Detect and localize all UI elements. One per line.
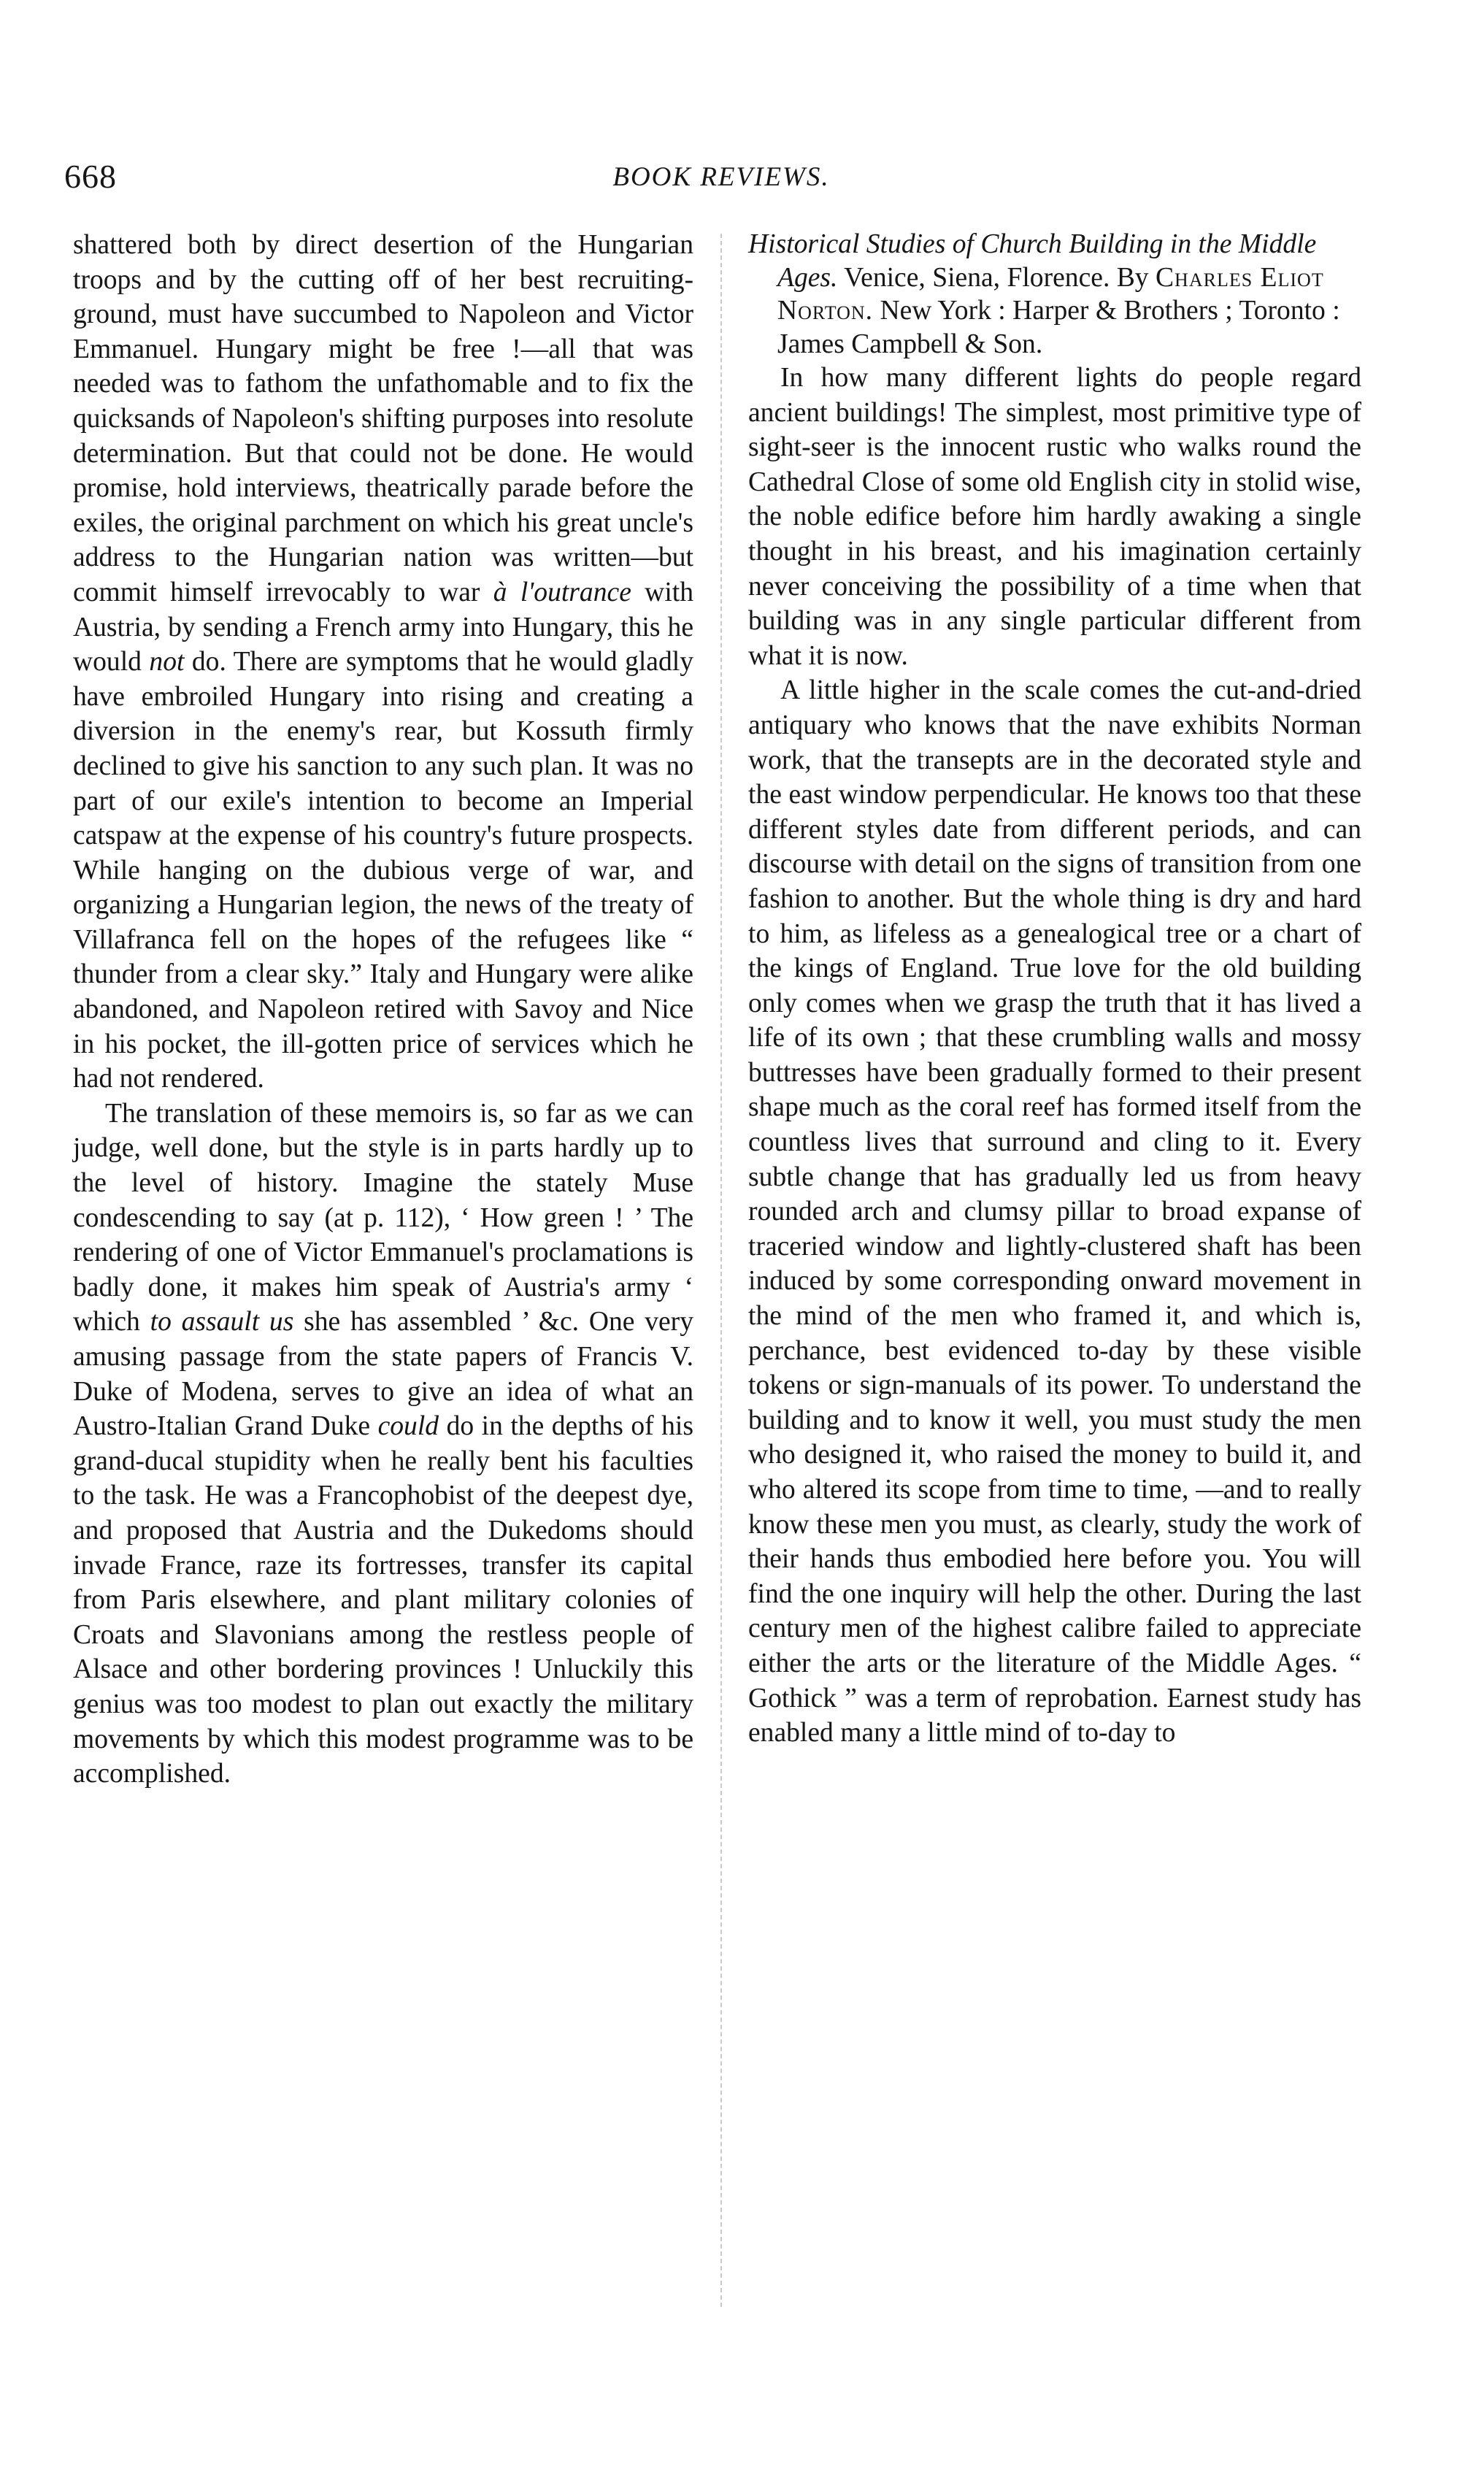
review-title: Historical Studies of Church Building in the Middle Ages. <box>748 229 1317 293</box>
review-publisher: New York : Harper & Brothers ; Toronto : James Campbell & Son. <box>777 296 1340 359</box>
text-run: with Austria, by sending a French army into Hungary, this he would <box>73 577 693 677</box>
text-run: shattered both by direct desertion of the Hungarian troops and by the cutting off of her best recruiting-ground, must have succumbed to Napoleon and Victor Emmanuel. Hungary might be free !—all that was needed was to fathom the unfathomable and to fix the quicksands of Napoleon's shifting purposes into resolute determination. But that could not be done. He would promise, hold interviews, theatrically parade before the exiles, the original parchment on which his great uncle's address to the Hungarian nation was written—but commit himself irrevocably to war <box>73 230 693 607</box>
right-paragraph-1: In how many different lights do people regard ancient buildings! The simplest, most primitive type of sight-seer is the innocent rustic who walks round the Cathedral Close of some old English city in stolid wise, the noble edifice before him hardly awaking a single thought in his breast, and his imagination certainly never conceiving the possibility of a time when that building was in any single particular different from what it is now. <box>748 363 1361 671</box>
page-number: 668 <box>64 158 117 195</box>
column-divider <box>720 234 722 2307</box>
text-run: she has assembled ’ &c. One very amusing passage from the state papers of Francis V. Duke of Modena, serves to give an idea of what an Austro-Italian Grand Duke <box>73 1307 693 1442</box>
left-column <box>73 228 693 1792</box>
page-header <box>64 157 1378 201</box>
running-title: BOOK REVIEWS. <box>612 162 830 192</box>
left-paragraph-2 <box>73 1097 693 1792</box>
right-column <box>748 228 1361 1751</box>
left-paragraph-1 <box>73 228 693 1097</box>
emphasis-text: à l'outrance <box>493 577 631 607</box>
review-places: Venice, Siena, Florence. By <box>837 262 1156 293</box>
emphasis-text: to assault us <box>150 1307 294 1337</box>
review-reference <box>748 228 1361 361</box>
review-author: Charles Eliot Norton. <box>777 262 1324 326</box>
text-run: do. There are symptoms that he would gladly have embroiled Hungary into rising and creating a diversion in the enemy's rear, but Kossuth firmly declined to give his sanction to any such plan. It was no part of our exile's intention to become an Imperial catspaw at the expense of his country's future prospects. While hanging on the dubious verge of war, and organizing a Hungarian legion, the news of the treaty of Villafranca fell on the hopes of the refugees like “ thunder from a clear sky.” Italy and Hungary were alike abandoned, and Napoleon retired with Savoy and Nice in his pocket, the ill-gotten price of services which he had not rendered. <box>73 647 694 1094</box>
emphasis-text: could <box>377 1411 439 1442</box>
text-run: The translation of these memoirs is, so far as we can judge, well done, but the style is in parts hardly up to the level of history. Imagine the stately Muse condescending to say (at p. 112), ‘ How green ! ’ The rendering of one of Victor Emmanuel's proclamations is badly done, it makes him speak of Austria's army ‘ which <box>73 1098 693 1337</box>
emphasis-text: not <box>149 647 185 677</box>
text-run: do in the depths of his grand-ducal stupidity when he really bent his faculties to the task. He was a Francophobist of the deepest dye, and proposed that Austria and the Dukedoms should invade France, raze its fortresses, transfer its capital from Paris elsewhere, and plant military colonies of Croats and Slavonians among the restless people of Alsace and other bordering provinces ! Unluckily this genius was too modest to plan out exactly the military movements by which this modest programme was to be accomplished. <box>73 1411 694 1789</box>
right-paragraph-2: A little higher in the scale comes the cut-and-dried antiquary who knows that the nave exhibits Norman work, that the transepts are in the decorated style and the east window perpendicular. He knows too that these different styles date from different periods, and can discourse with detail on the signs of transition from one fashion to another. But the whole thing is dry and hard to him, as lifeless as a genealogical tree or a chart of the kings of England. True love for the old building only comes when we grasp the truth that it has lived a life of its own ; that these crumbling walls and mossy buttresses have been gradually formed to their present shape much as the coral reef has formed itself from the countless lives that surround and cling to it. Every subtle change that has gradually led us from heavy rounded arch and clumsy pillar to broad expanse of traceried window and lightly-clustered shaft has been induced by some corresponding onward movement in the mind of the men who framed it, and which is, perchance, best evidenced to-day by these visible tokens or sign-manuals of its power. To understand the building and to know it well, you must study the men who designed it, who raised the money to build it, and who altered its scope from time to time, —and to really know these men you must, as clearly, study the work of their hands thus embodied here before you. You will find the one inquiry will help the other. During the last century men of the highest calibre failed to appreciate either the arts or the literature of the Middle Ages. “ Gothick ” was a term of reprobation. Earnest study has enabled many a little mind of to-day to <box>748 675 1361 1748</box>
